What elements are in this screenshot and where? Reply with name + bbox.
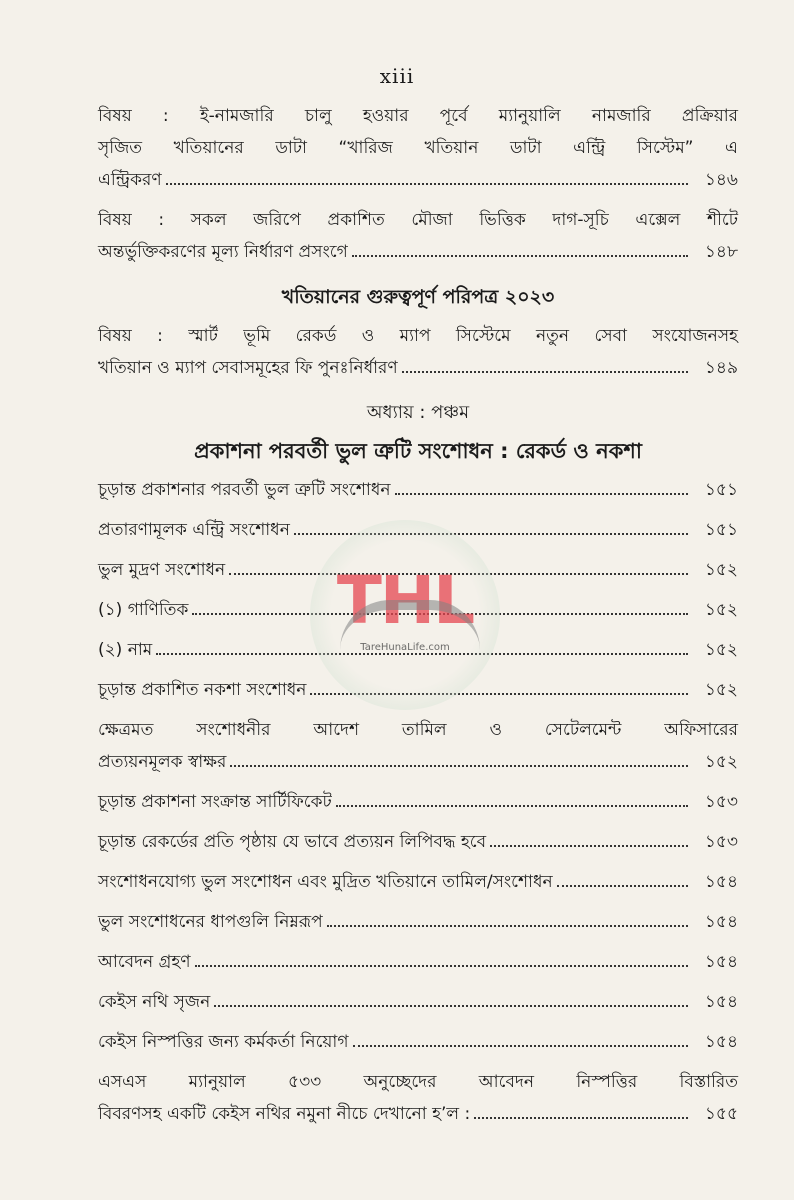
entry-last-line	[98, 352, 738, 384]
dot-leader	[230, 764, 688, 767]
list-item: কেইস নিস্পত্তির জন্য কর্মকর্তা নিয়োগ ১৫৪	[98, 1032, 738, 1052]
entry-last-line	[98, 1098, 738, 1130]
entry-last-line	[98, 164, 738, 196]
dot-leader	[166, 182, 688, 185]
entry-line: বিষয় : স্মার্ট ভূমি রেকর্ড ও ম্যাপ সিস্টেমে নতুন সেবা সংযোজনসহ	[98, 326, 738, 346]
watermark-text: TareHunaLife.com	[360, 642, 450, 653]
list-item: ভুল সংশোধনের ধাপগুলি নিম্নরূপ ১৫৪	[98, 912, 738, 932]
entry-last-line	[98, 236, 738, 268]
page-ref: ১৪৬	[704, 170, 738, 190]
entry-text: বিবরণসহ একটি কেইস নথির নমুনা নীচে দেখানো হ’ল :	[98, 1104, 471, 1124]
list-item: সংশোধনযোগ্য ভুল সংশোধন এবং মুদ্রিত খতিয়ানে তামিল/সংশোধন ১৫৪	[98, 872, 738, 892]
entry-text: প্রত্যয়নমূলক স্বাক্ষর	[98, 752, 227, 772]
list-item: চূড়ান্ত রেকর্ডের প্রতি পৃষ্ঠায় যে ভাবে প্রত্যয়ন লিপিবদ্ধ হবে ১৫৩	[98, 832, 738, 852]
entry-line: এসএস ম্যানুয়াল ৫৩৩ অনুচ্ছেদের আবেদন নিস্পত্তির বিস্তারিত	[98, 1072, 738, 1092]
list-item: (১) গাণিতিক ১৫২	[98, 600, 738, 620]
entry-text: অন্তর্ভুক্তিকরণের মূল্য নির্ধারণ প্রসংগে	[98, 242, 348, 262]
entry-line: সৃজিত খতিয়ানের ডাটা “খারিজ খতিয়ান ডাটা এন্ট্রি সিস্টেম” এ	[98, 138, 738, 158]
toc-entry-dag-suchi	[98, 204, 738, 268]
page-ref: ১৪৮	[704, 242, 738, 262]
list-item: ভুল মুদ্রণ সংশোধন ১৫২	[98, 560, 738, 580]
toc-entry-ss-manual	[98, 1066, 738, 1130]
toc-entry-smart-land-record	[98, 320, 738, 384]
page-ref: ১৫২	[704, 752, 738, 772]
watermark-logo-mark: THL	[336, 562, 474, 639]
list-item: চূড়ান্ত প্রকাশনার পরবর্তী ভুল ত্রুটি সংশোধন ১৫১	[98, 480, 738, 500]
entry-text: খতিয়ান ও ম্যাপ সেবাসমূহের ফি পুনঃনির্ধারণ	[98, 358, 398, 378]
list-item: আবেদন গ্রহণ ১৫৪	[98, 952, 738, 972]
list-item: কেইস নথি সৃজন ১৫৪	[98, 992, 738, 1012]
entry-line: বিষয় : সকল জরিপে প্রকাশিত মৌজা ভিত্তিক দাগ-সূচি এক্সেল শীটে	[98, 210, 738, 230]
toc-list-2	[98, 786, 738, 1066]
entry-line: ক্ষেত্রমত সংশোধনীর আদেশ তামিল ও সেটেলমেন্ট অফিসারের	[98, 720, 738, 740]
chapter-heading: প্রকাশনা পরবর্তী ভুল ত্রুটি সংশোধন : রেকর্ড ও নকশা	[194, 439, 642, 463]
list-item: প্রতারণামূলক এন্ট্রি সংশোধন ১৫১	[98, 520, 738, 540]
list-item: (২) নাম ১৫২	[98, 640, 738, 660]
list-item: চূড়ান্ত প্রকাশিত নকশা সংশোধন ১৫২	[98, 680, 738, 700]
toc-entry-amendment-order	[98, 714, 738, 778]
dot-leader	[474, 1116, 688, 1119]
entry-last-line	[98, 746, 738, 778]
page-number: xiii	[379, 64, 415, 88]
list-item: চূড়ান্ত প্রকাশনা সংক্রান্ত সার্টিফিকেট ১৫৩	[98, 792, 738, 812]
entry-text: এন্ট্রিকরণ	[98, 170, 162, 190]
page-ref: ১৪৯	[704, 358, 738, 378]
toc-entry-e-namjari	[98, 100, 738, 196]
entry-line: বিষয় : ই-নামজারি চালু হওয়ার পূর্বে ম্যানুয়ালি নামজারি প্রক্রিয়ার	[98, 106, 738, 126]
dot-leader	[402, 370, 688, 373]
watermark-logo	[310, 520, 500, 710]
section-heading: খতিয়ানের গুরুত্বপূর্ণ পরিপত্র ২০২৩	[281, 286, 555, 308]
chapter-title: অধ্যায় : পঞ্চম	[366, 402, 470, 423]
dot-leader	[352, 254, 688, 257]
page-ref: ১৫৫	[704, 1104, 738, 1124]
